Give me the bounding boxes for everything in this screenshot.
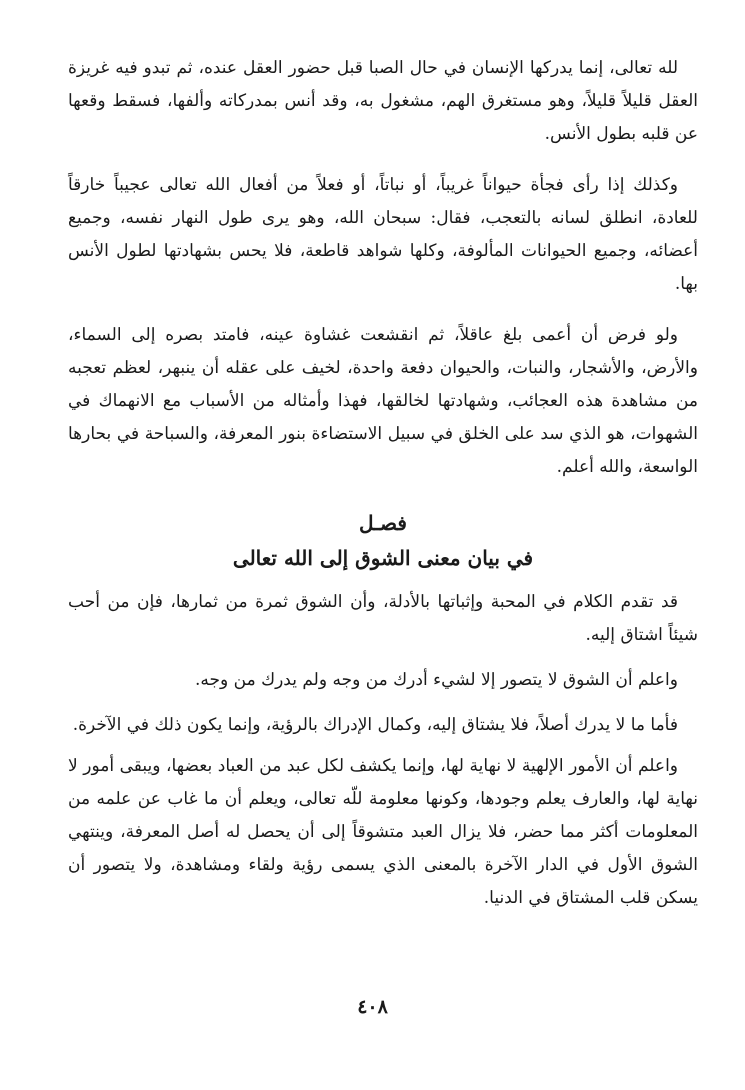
section-title: في بيان معنى الشوق إلى الله تعالى <box>232 546 534 570</box>
paragraph-5: واعلم أن الشوق لا يتصور إلا لشيء أدرك من وجه ولم يدرك من وجه. <box>195 670 678 690</box>
section-label: فصـل <box>359 511 407 535</box>
paragraph-2: وكذلك إذا رأى فجأة حيواناً غريباً، أو نباتاً، أو فعلاً من أفعال الله تعالى عجيباً خارقاً للعادة، انطلق لسانه بالتعجب، فقال: سبحان الله، وهو يرى طول النهار نفسه، وجميع أعضائه، وجميع الحيوانات المألوفة، وكلها شواهد قاطعة، فلا يحس بشهادتها لطول الأنس بها. <box>68 175 698 294</box>
book-page <box>68 52 698 915</box>
paragraph-6: فأما ما لا يدرك أصلاً، فلا يشتاق إليه، وكمال الإدراك بالرؤية، وإنما يكون ذلك في الآخرة. <box>72 715 678 735</box>
paragraph-3: ولو فرض أن أعمى بلغ عاقلاً، ثم انقشعت غشاوة عينه، فامتد بصره إلى السماء، والأرض، والأشجار، والنبات، والحيوان دفعة واحدة، لخيف على عقله أن ينبهر، لعظم تعجبه من مشاهدة هذه العجائب، وشهادتها لخالقها، فهذا وأمثاله من الأسباب مع الانهماك في الشهوات، هو الذي سد على الخلق في سبيل الاستضاءة بنور المعرفة، والسباحة في بحارها الواسعة، والله أعلم. <box>68 325 698 477</box>
paragraph-1: لله تعالى، إنما يدركها الإنسان في حال الصبا قبل حضور العقل عنده، ثم تبدو فيه غريزة العقل قليلاً قليلاً، وهو مستغرق الهم، مشغول به، وقد أنس بمدركاته وألفها، فسقط وقعها عن قلبه بطول الأنس. <box>68 58 698 144</box>
paragraph-4: قد تقدم الكلام في المحبة وإثباتها بالأدلة، وأن الشوق ثمرة من ثمارها، فإن من أحب شيئاً اشتاق إليه. <box>68 592 698 645</box>
page-number: ٤٠٨ <box>357 996 388 1018</box>
paragraph-7: واعلم أن الأمور الإلهية لا نهاية لها، وإنما يكشف لكل عبد من العباد بعضها، ويبقى أمور لا نهاية لها، والعارف يعلم وجودها، وكونها معلومة للّه تعالى، ويعلم أن ما غاب عن علمه من المعلومات أكثر مما حضر، فلا يزال العبد متشوقاً إلى أن يحصل له أصل المعرفة، وينتهي الشوق الأول في الدار الآخرة بالمعنى الذي يسمى رؤية ولقاء ومشاهدة، ولا يتصور أن يسكن قلب المشتاق في الدنيا. <box>68 756 698 908</box>
